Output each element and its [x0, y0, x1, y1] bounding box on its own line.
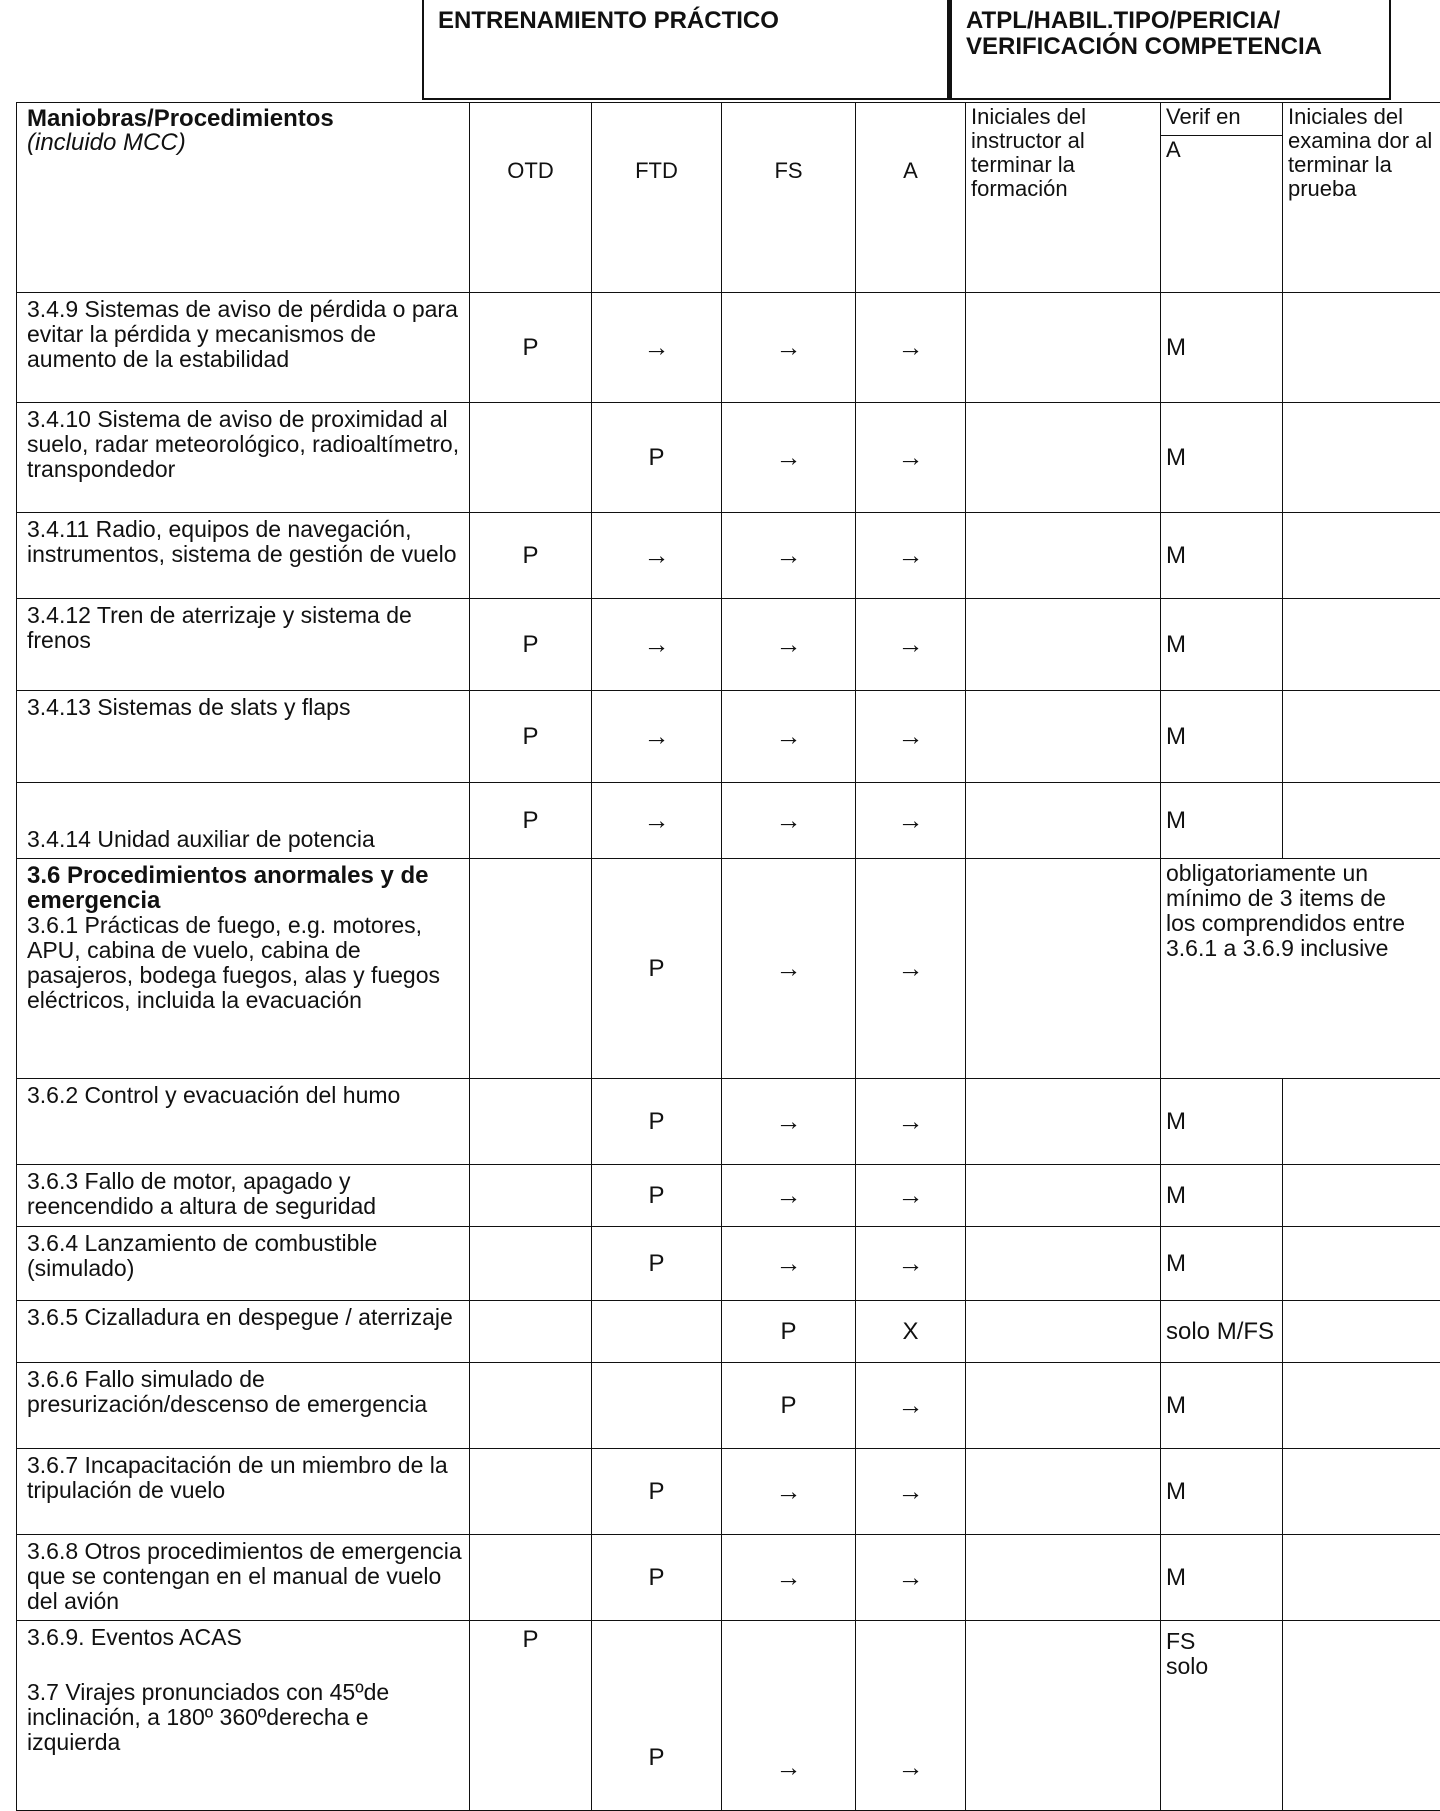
fs-cell: P	[722, 1363, 856, 1449]
otd-cell	[470, 1227, 592, 1301]
examiner-initials-cell	[1283, 1301, 1440, 1363]
fs-cell: →	[722, 1449, 856, 1535]
procedure-cell: 3.4.14 Unidad auxiliar de potencia	[17, 783, 470, 859]
incluido-mcc-label: (incluido MCC)	[27, 129, 186, 156]
table-row	[17, 783, 1440, 859]
procedure-cell: 3.6.8 Otros procedimientos de emergencia que se contengan en el manual de vuelo del avión	[17, 1535, 470, 1621]
fs-cell: →	[722, 1165, 856, 1227]
a-cell: →	[856, 403, 966, 513]
verif-cell: M	[1161, 691, 1283, 783]
procedure-cell: 3.4.13 Sistemas de slats y flaps	[17, 691, 470, 783]
ftd-cell: P	[592, 403, 722, 513]
procedure-cell: 3.6.3 Fallo de motor, apagado y reencendido a altura de seguridad	[17, 1165, 470, 1227]
examiner-initials-cell	[1283, 691, 1440, 783]
verification-note-cell	[1161, 859, 1440, 1079]
otd-cell	[470, 403, 592, 513]
verif-en-label: Verif en	[1166, 104, 1241, 129]
examiner-initials-cell	[1283, 1079, 1440, 1165]
a-cell: X	[856, 1301, 966, 1363]
section-3-6-title: 3.6 Procedimientos anormales y de emergencia	[27, 863, 463, 913]
procedure-3-6-1-text: 3.6.1 Prácticas de fuego, e.g. motores, APU, cabina de vuelo, cabina de pasajeros, bodega fuegos, alas y fuegos eléctricos, incluida la evacuación	[27, 913, 463, 1013]
table-row	[17, 1449, 1440, 1535]
header-atpl-label: ATPL/HABIL.TIPO/PERICIA/ VERIFICACIÓN COMPETENCIA	[966, 7, 1322, 60]
verif-cell: solo M/FS	[1161, 1301, 1283, 1363]
table-row	[17, 1363, 1440, 1449]
examiner-initials-cell	[1283, 1363, 1440, 1449]
table-row	[17, 403, 1440, 513]
verif-cell: M	[1161, 513, 1283, 599]
table-row	[17, 1535, 1440, 1621]
table-row	[17, 293, 1440, 403]
table-row	[17, 691, 1440, 783]
instructor-initials-cell	[966, 1449, 1161, 1535]
instructor-initials-cell	[966, 1079, 1161, 1165]
procedure-cell: 3.6.7 Incapacitación de un miembro de la tripulación de vuelo	[17, 1449, 470, 1535]
instructor-initials-cell	[966, 859, 1161, 1079]
verif-cell: M	[1161, 1227, 1283, 1301]
instructor-initials-cell	[966, 691, 1161, 783]
a-cell: →	[856, 1535, 966, 1621]
a-cell: →	[856, 1165, 966, 1227]
column-header-a	[856, 103, 966, 293]
verif-cell: M	[1161, 293, 1283, 403]
fs-cell: →	[722, 1621, 856, 1811]
instructor-initials-cell	[966, 783, 1161, 859]
procedure-cell: 3.4.9 Sistemas de aviso de pérdida o para evitar la pérdida y mecanismos de aumento de la estabilidad	[17, 293, 470, 403]
a-cell: →	[856, 293, 966, 403]
iniciales-examinador-label: Iniciales del examina dor al terminar la prueba	[1288, 104, 1432, 201]
ftd-cell: P	[592, 1079, 722, 1165]
a-cell: →	[856, 1621, 966, 1811]
fs-cell: →	[722, 1079, 856, 1165]
otd-cell	[470, 1363, 592, 1449]
otd-label: OTD	[507, 158, 553, 183]
examiner-initials-cell	[1283, 1227, 1440, 1301]
instructor-initials-cell	[966, 293, 1161, 403]
table-row	[17, 1301, 1440, 1363]
instructor-initials-cell	[966, 513, 1161, 599]
procedure-cell	[17, 859, 470, 1079]
otd-cell	[470, 1535, 592, 1621]
verif-cell: M	[1161, 783, 1283, 859]
column-header-fs	[722, 103, 856, 293]
ftd-cell: →	[592, 599, 722, 691]
procedure-cell: 3.4.11 Radio, equipos de navegación, instrumentos, sistema de gestión de vuelo	[17, 513, 470, 599]
table-row-3-6-9	[17, 1621, 1440, 1811]
ftd-cell: →	[592, 513, 722, 599]
examiner-initials-cell	[1283, 1535, 1440, 1621]
a-label: A	[903, 158, 918, 183]
fs-cell: →	[722, 403, 856, 513]
fs-cell: →	[722, 513, 856, 599]
examiner-initials-cell	[1283, 513, 1440, 599]
table-row	[17, 599, 1440, 691]
table-row-3-6-1	[17, 859, 1440, 1079]
otd-cell	[470, 1079, 592, 1165]
instructor-initials-cell	[966, 599, 1161, 691]
verif-a-label: A	[1166, 137, 1181, 162]
procedure-cell: 3.4.12 Tren de aterrizaje y sistema de frenos	[17, 599, 470, 691]
table-row	[17, 1227, 1440, 1301]
examiner-initials-cell	[1283, 1449, 1440, 1535]
a-cell: →	[856, 1079, 966, 1165]
fs-cell: →	[722, 293, 856, 403]
ftd-label: FTD	[635, 158, 678, 183]
verif-cell: M	[1161, 403, 1283, 513]
instructor-initials-cell	[966, 1165, 1161, 1227]
verif-a-subheader	[1161, 135, 1282, 164]
ftd-cell: P	[592, 1165, 722, 1227]
verif-cell: M	[1161, 1535, 1283, 1621]
examiner-initials-cell	[1283, 599, 1440, 691]
fs-cell: P	[722, 1301, 856, 1363]
table-header-row	[17, 103, 1440, 293]
procedure-cell: 3.6.5 Cizalladura en despegue / aterrizaje	[17, 1301, 470, 1363]
otd-cell	[470, 1165, 592, 1227]
procedure-3-7-text: 3.7 Virajes pronunciados con 45ºde inclinación, a 180º 360ºderecha e izquierda	[27, 1680, 463, 1755]
ftd-cell: P	[592, 1227, 722, 1301]
instructor-initials-cell	[966, 1535, 1161, 1621]
otd-cell: P	[470, 783, 592, 859]
procedure-cell	[17, 1621, 470, 1811]
header-atpl-verificacion	[949, 0, 1391, 100]
otd-cell: P	[470, 1621, 592, 1811]
fs-label: FS	[774, 158, 802, 183]
a-cell: →	[856, 513, 966, 599]
fs-cell: →	[722, 691, 856, 783]
verif-value: FS solo	[1166, 1629, 1226, 1679]
column-header-ftd	[592, 103, 722, 293]
ftd-cell: P	[592, 1621, 722, 1811]
fs-cell: →	[722, 1535, 856, 1621]
procedure-cell: 3.6.4 Lanzamiento de combustible (simulado)	[17, 1227, 470, 1301]
procedure-cell: 3.6.2 Control y evacuación del humo	[17, 1079, 470, 1165]
ftd-cell: →	[592, 783, 722, 859]
obligatorio-note: obligatoriamente un mínimo de 3 items de los comprendidos entre 3.6.1 a 3.6.9 inclusive	[1166, 861, 1416, 961]
fs-cell: →	[722, 859, 856, 1079]
otd-cell	[470, 1449, 592, 1535]
otd-cell: P	[470, 599, 592, 691]
otd-cell: P	[470, 513, 592, 599]
otd-cell: P	[470, 691, 592, 783]
instructor-initials-cell	[966, 1227, 1161, 1301]
ftd-cell: P	[592, 1449, 722, 1535]
column-header-iniciales-instructor	[966, 103, 1161, 293]
examiner-initials-cell	[1283, 1165, 1440, 1227]
examiner-initials-cell	[1283, 403, 1440, 513]
procedure-cell: 3.4.10 Sistema de aviso de proximidad al suelo, radar meteorológico, radioaltímetro, transpondedor	[17, 403, 470, 513]
table-row	[17, 1165, 1440, 1227]
procedure-3-6-9-text: 3.6.9. Eventos ACAS	[27, 1625, 463, 1650]
ftd-cell: →	[592, 691, 722, 783]
verif-cell: M	[1161, 599, 1283, 691]
ftd-cell: P	[592, 1535, 722, 1621]
instructor-initials-cell	[966, 1301, 1161, 1363]
examiner-initials-cell	[1283, 293, 1440, 403]
verif-cell: M	[1161, 1079, 1283, 1165]
column-header-maniobras	[17, 103, 470, 293]
ftd-cell	[592, 1363, 722, 1449]
maniobras-label: Maniobras/Procedimientos	[27, 105, 334, 132]
header-entrenamiento-label: ENTRENAMIENTO PRÁCTICO	[438, 7, 779, 34]
instructor-initials-cell	[966, 1621, 1161, 1811]
iniciales-instructor-label: Iniciales del instructor al terminar la formación	[971, 104, 1086, 201]
instructor-initials-cell	[966, 403, 1161, 513]
a-cell: →	[856, 691, 966, 783]
instructor-initials-cell	[966, 1363, 1161, 1449]
a-cell: →	[856, 1227, 966, 1301]
verif-cell: M	[1161, 1165, 1283, 1227]
procedure-cell: 3.6.6 Fallo simulado de presurización/descenso de emergencia	[17, 1363, 470, 1449]
ftd-cell: →	[592, 293, 722, 403]
ftd-cell	[592, 1301, 722, 1363]
header-entrenamiento-practico	[422, 0, 949, 100]
column-header-otd	[470, 103, 592, 293]
fs-cell: →	[722, 1227, 856, 1301]
otd-cell: P	[470, 293, 592, 403]
column-header-verif	[1161, 103, 1283, 293]
verif-cell: M	[1161, 1449, 1283, 1535]
a-cell: →	[856, 859, 966, 1079]
verif-cell: M	[1161, 1363, 1283, 1449]
fs-cell: →	[722, 783, 856, 859]
verif-cell	[1161, 1621, 1283, 1811]
a-cell: →	[856, 1449, 966, 1535]
a-cell: →	[856, 783, 966, 859]
table-body	[17, 103, 1440, 1811]
otd-cell	[470, 859, 592, 1079]
procedures-table	[16, 102, 1440, 1811]
ftd-cell: P	[592, 859, 722, 1079]
fs-cell: →	[722, 599, 856, 691]
table-row	[17, 513, 1440, 599]
a-cell: →	[856, 1363, 966, 1449]
otd-cell	[470, 1301, 592, 1363]
examiner-initials-cell	[1283, 1621, 1440, 1811]
examiner-initials-cell	[1283, 783, 1440, 859]
table-row	[17, 1079, 1440, 1165]
column-header-iniciales-examinador	[1283, 103, 1440, 293]
a-cell: →	[856, 599, 966, 691]
